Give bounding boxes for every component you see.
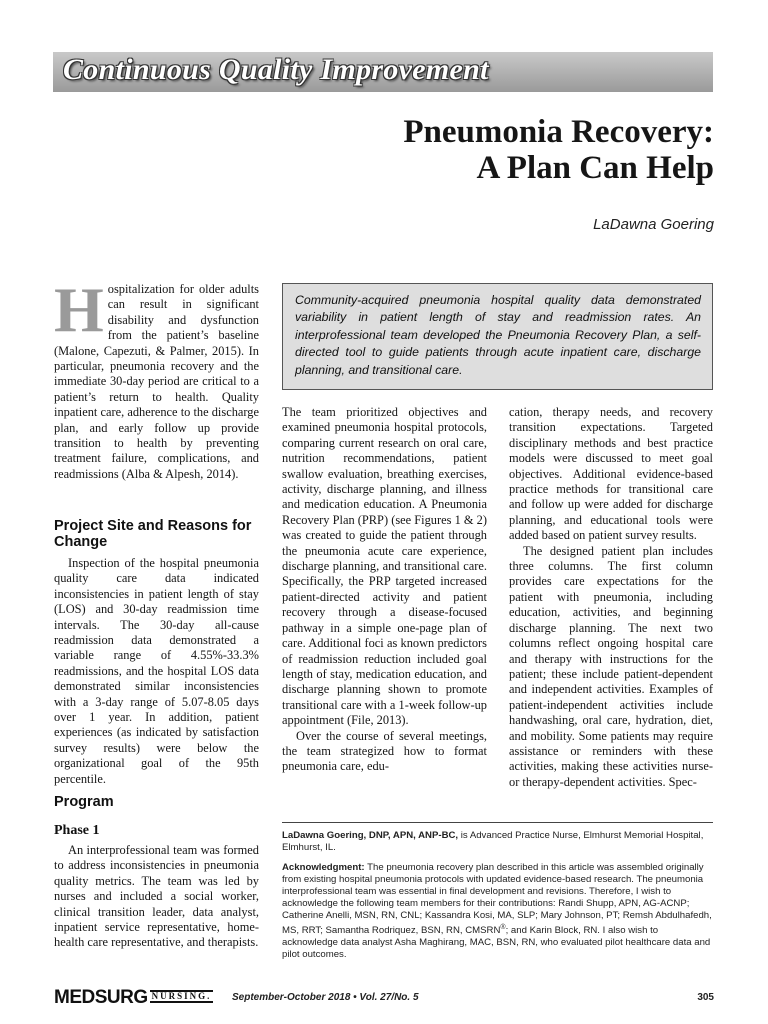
project-site-paragraph: Inspection of the hospital pneumonia quality care data indicated inconsistencies in patient length of stay (LOS) and 30-day readmission time intervals. The 30-day all-cause readmission data demonstrated a variable range of 4.55%-33.3% readmissions, and the hospital LOS data demonstrated similar inconsistencies with a 3-day range of 5.07-8.05 days over 1 year. In addition, patient experiences (as indicated by satisfaction survey results) were below the organizational goal of the 95th percentile. — [54, 556, 259, 786]
phase-1-paragraph: An interprofessional team was formed to address inconsistencies in pneumonia quality metrics. The team was led by nurses and included a social worker, clinical transition leader, data analyst, inpatient service representative, home-health care representative, and therapists. — [54, 843, 259, 950]
body-paragraph: cation, therapy needs, and recovery transition expectations. Targeted disciplinary methods and best practice models were discussed to meet goal objectives. Additional evidence-based practice methods for transitional care and follow up were added for discharge planning, and educational tools were added based on patient survey results. — [509, 405, 713, 543]
acknowledgment-label: Acknowledgment: — [282, 862, 365, 873]
section-banner — [53, 52, 713, 92]
intro-column — [54, 274, 259, 482]
article-title-line2: A Plan Can Help — [476, 150, 714, 186]
acknowledgment-note — [282, 862, 713, 961]
page-number: 305 — [697, 992, 714, 1003]
body-paragraph: The team prioritized objectives and examined pneumonia hospital protocols, comparing current research on oral care, nutrition recommendations, patient swallow evaluation, breathing exercises, activity, discharge planning, and illness and medication education. A Pneumonia Recovery Plan (PRP) (see Figures 1 & 2) was created to guide the patient through the pneumonia acute care experience, discharge planning, and transitional care. Specifically, the PRP targeted increased patient-directed activity and patient recovery through a disease-focused pathway in a simple one-page plan of care. Additional foci as known predictors of readmission reduction included goal length of stay, medication education, and discharge planning shown to promote transitional care with a 1-week follow-up appointment (File, 2013). — [282, 405, 487, 728]
author-note — [282, 830, 713, 854]
registered-mark: ® — [500, 924, 506, 931]
author-affiliation: is Advanced Practice Nurse, Elmhurst Memorial Hospital, Elmhurst, IL. — [282, 830, 704, 853]
section-title: Continuous Quality Improvement — [63, 53, 489, 86]
body-column-3 — [509, 405, 713, 790]
acknowledgment-text: The pneumonia recovery plan described in this article was assembled originally from existing hospital pneumonia protocols with updated evidence-based research. The pneumonia interprofessional team was essential in final development and revisions. Therefore, I wish to acknowledge the following team members for their contributions: Randi Shupp, APN, AG-ACNP; Catherine Anelli, MSN, RN, CNL; Kassandra Kosi, MA, SLP; Mary Johnson, PT; Remsh Abdulhafedh, MS, RRT; Samantha Rodriquez, BSN, RN, CMSRN — [282, 862, 712, 937]
intro-paragraph: ospitalization for older adults can result in significant disability and dysfunction from the patient’s baseline (Malone, Capezuti, & Palmer, 2015). In particular, pneumonia recovery and the immediate 30-day period are critical to a patient’s return to health. Quality inpatient care, adherence to the discharge plan, and early follow up provide transition to health by preventing treatment failure, complications, and readmissions (Alba & Alpesh, 2014). — [54, 282, 259, 481]
drop-cap: H — [54, 274, 104, 345]
issue-info: September-October 2018 • Vol. 27/No. 5 — [232, 992, 419, 1003]
journal-logo-sub: NURSING. — [151, 991, 212, 1001]
notes-divider — [282, 822, 713, 823]
abstract-box: Community-acquired pneumonia hospital quality data demonstrated variability in patient length of stay and readmission rates. An interprofessional team developed the Pneumonia Recovery Plan, a self-directed tool to guide patients through acute inpatient care, discharge planning, and transitional care. — [282, 283, 713, 390]
heading-project-site: Project Site and Reasons for Change — [54, 518, 252, 550]
phase-1-column — [54, 843, 259, 951]
article-title-line1: Pneumonia Recovery: — [403, 114, 714, 150]
body-paragraph: The designed patient plan includes three columns. The first column provides care expectations for the patient with pneumonia, including education, activities, and beginning discharge planning. The next two columns reflect ongoing hospital care and therapy with instructions for the patient; these include patient-dependent and independent activities. Examples of patient-independent activities include handwashing, oral care, hydration, diet, and mobility. Some patients may require assistance or reminders with these activities, making these activities nurse- or therapy-dependent activities. Spec- — [509, 543, 713, 789]
project-site-column — [54, 556, 259, 787]
journal-logo — [54, 988, 213, 1008]
body-paragraph: Over the course of several meetings, the team strategized how to format pneumonia care, edu- — [282, 728, 487, 774]
article-title — [294, 114, 714, 186]
journal-logo-main: MEDSURG — [54, 987, 148, 1008]
body-column-2 — [282, 405, 487, 775]
byline: LaDawna Goering — [593, 216, 714, 233]
acknowledgment-text-end: ; and Karin Block, RN. I also wish to acknowledge data analyst Asha Maghirang, MAC, BSN, RN, who evaluated pilot healthcare data and pilot outcomes. — [282, 925, 711, 961]
heading-phase-1: Phase 1 — [54, 823, 100, 838]
heading-program: Program — [54, 794, 114, 810]
author-credentials: LaDawna Goering, DNP, APN, ANP-BC, — [282, 830, 459, 841]
